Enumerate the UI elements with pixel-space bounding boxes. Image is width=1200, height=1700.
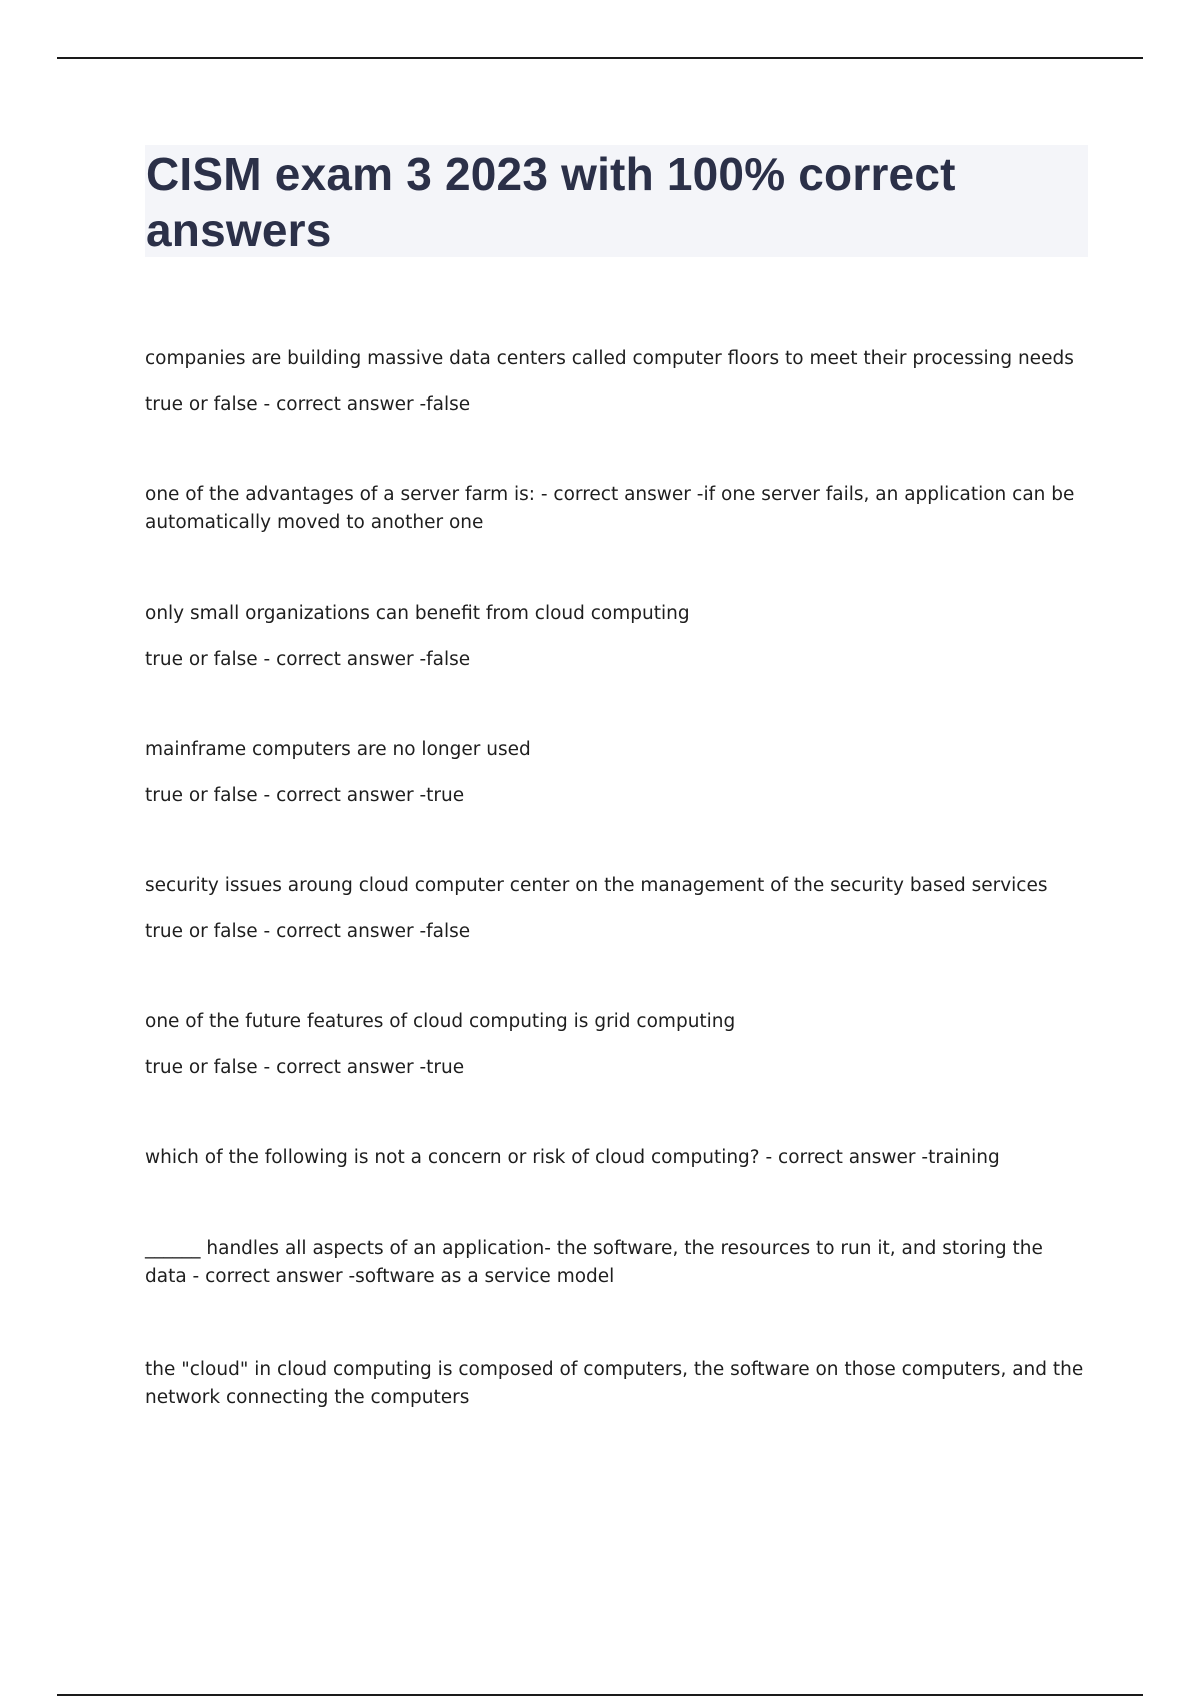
top-rule: [57, 57, 1143, 59]
qa-item: [145, 600, 690, 674]
qa-item: [145, 481, 1085, 537]
qa-question: one of the future features of cloud computing is grid computing: [145, 1011, 736, 1032]
qa-item: [145, 1356, 1085, 1412]
qa-item: [145, 1144, 1000, 1172]
qa-question: mainframe computers are no longer used: [145, 739, 531, 760]
qa-question: ______ handles all aspects of an application- the software, the resources to run it, and storing the data - correct answer -software as a service model: [145, 1238, 1043, 1287]
qa-item: [145, 1235, 1085, 1291]
qa-question: companies are building massive data centers called computer floors to meet their processing needs: [145, 348, 1074, 369]
qa-item: [145, 1008, 735, 1082]
qa-question: security issues aroung cloud computer center on the management of the security based services: [145, 875, 1048, 896]
qa-answer: true or false - correct answer -true: [145, 1057, 465, 1078]
qa-answer: true or false - correct answer -false: [145, 649, 471, 670]
qa-item: [145, 345, 1074, 419]
qa-answer: true or false - correct answer -false: [145, 394, 471, 415]
qa-answer: true or false - correct answer -true: [145, 785, 465, 806]
qa-question: which of the following is not a concern or risk of cloud computing? - correct answer -training: [145, 1147, 1000, 1168]
qa-question: only small organizations can benefit from cloud computing: [145, 603, 690, 624]
page-title: CISM exam 3 2023 with 100% correct answers: [146, 148, 956, 256]
qa-item: [145, 736, 531, 810]
qa-item: [145, 872, 1048, 946]
qa-question: the "cloud" in cloud computing is composed of computers, the software on those computers, and the network connecting the computers: [145, 1359, 1084, 1408]
qa-answer: true or false - correct answer -false: [145, 921, 471, 942]
qa-question: one of the advantages of a server farm is: - correct answer -if one server fails, an application can be automatically moved to another one: [145, 484, 1075, 533]
bottom-rule: [57, 1694, 1143, 1696]
